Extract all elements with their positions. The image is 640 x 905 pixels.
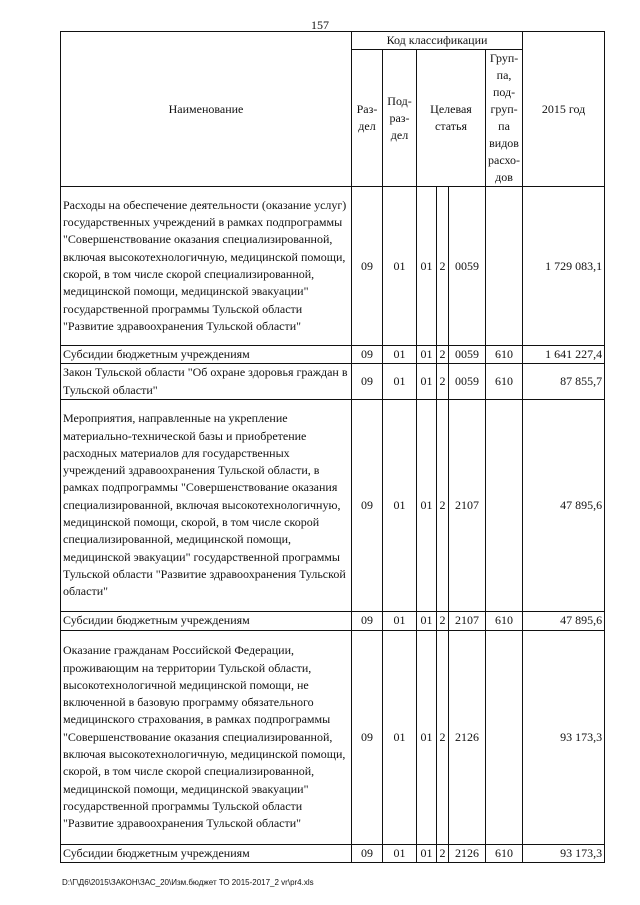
row-podrazdel: 01 xyxy=(383,611,417,630)
row-target-1: 01 xyxy=(417,364,437,400)
file-path-footer: D:\Г\Д6\2015\ЗАКОН\ЗАС_20\Изм.бюджет ТО 2015-2017_2 vr\pr4.xls xyxy=(62,878,314,887)
row-target-2: 2 xyxy=(437,187,449,346)
table-row xyxy=(61,346,605,364)
row-name: Мероприятия, направленные на укрепление материально-технической базы и приобретение расходных материалов для государственных учреждений здравоохранения Тульской области, в рамках подпрограммы "Совершенствование оказания специализированной, включая высокотехнологичную, медицинской помощи, скорой, в том числе скорой специализированной, медицинской помощи, медицинской эвакуации" государственной программы Тульской области "Развитие здравоохранения Тульской области" xyxy=(61,399,352,611)
row-expense-type xyxy=(486,399,523,611)
row-razdel: 09 xyxy=(352,187,383,346)
row-target-3: 0059 xyxy=(449,346,486,364)
row-name: Оказание гражданам Российской Федерации, проживающим на территории Тульской области, высокотехнологичной медицинской помощи, не включенной в базовую программу обязательного медицинского страхования, в рамках подпрограммы "Совершенствование оказания специализированной, включая высокотехнологичную, медицинской помощи, скорой, в том числе скорой специализированной, медицинской помощи, медицинской эвакуации" государственной программы Тульской области "Развитие здравоохранения Тульской области" xyxy=(61,630,352,844)
row-name: Субсидии бюджетным учреждениям xyxy=(61,611,352,630)
row-target-3: 0059 xyxy=(449,364,486,400)
row-target-1: 01 xyxy=(417,399,437,611)
row-podrazdel: 01 xyxy=(383,187,417,346)
table-row xyxy=(61,364,605,400)
row-expense-type xyxy=(486,630,523,844)
header-year: 2015 год xyxy=(523,32,605,187)
row-amount: 1 641 227,4 xyxy=(523,346,605,364)
row-podrazdel: 01 xyxy=(383,399,417,611)
row-expense-type: 610 xyxy=(486,364,523,400)
row-amount: 47 895,6 xyxy=(523,399,605,611)
row-expense-type xyxy=(486,187,523,346)
table-row xyxy=(61,187,605,346)
row-razdel: 09 xyxy=(352,630,383,844)
row-podrazdel: 01 xyxy=(383,346,417,364)
row-target-2: 2 xyxy=(437,346,449,364)
row-name: Субсидии бюджетным учреждениям xyxy=(61,346,352,364)
row-target-1: 01 xyxy=(417,844,437,862)
table-row xyxy=(61,630,605,844)
row-expense-type: 610 xyxy=(486,611,523,630)
row-razdel: 09 xyxy=(352,346,383,364)
table-row xyxy=(61,611,605,630)
row-amount: 93 173,3 xyxy=(523,630,605,844)
row-name: Расходы на обеспечение деятельности (оказание услуг) государственных учреждений в рамках подпрограммы "Совершенствование оказания специализированной, включая высокотехнологичную, медицинской помощи, скорой, в том числе скорой специализированной, медицинской помощи, медицинской эвакуации" государственной программы Тульской области "Развитие здравоохранения Тульской области" xyxy=(61,187,352,346)
row-amount: 47 895,6 xyxy=(523,611,605,630)
header-celevaya: Целевая статья xyxy=(417,50,486,187)
row-target-3: 2107 xyxy=(449,611,486,630)
row-amount: 1 729 083,1 xyxy=(523,187,605,346)
row-target-3: 2107 xyxy=(449,399,486,611)
row-podrazdel: 01 xyxy=(383,630,417,844)
header-razdel: Раз- дел xyxy=(352,50,383,187)
row-target-3: 2126 xyxy=(449,844,486,862)
row-expense-type: 610 xyxy=(486,346,523,364)
table-row xyxy=(61,844,605,862)
table-row xyxy=(61,399,605,611)
row-target-2: 2 xyxy=(437,611,449,630)
row-target-3: 0059 xyxy=(449,187,486,346)
header-gruppa: Груп- па, под- груп- па видов расхо- дов xyxy=(486,50,523,187)
row-razdel: 09 xyxy=(352,399,383,611)
row-target-2: 2 xyxy=(437,399,449,611)
row-target-2: 2 xyxy=(437,630,449,844)
row-razdel: 09 xyxy=(352,611,383,630)
header-podrazdel: Под- раз- дел xyxy=(383,50,417,187)
row-razdel: 09 xyxy=(352,844,383,862)
page-number: 157 xyxy=(311,18,329,32)
row-name: Закон Тульской области "Об охране здоровья граждан в Тульской области" xyxy=(61,364,352,400)
row-razdel: 09 xyxy=(352,364,383,400)
header-classification: Код классификации xyxy=(352,32,523,50)
row-name: Субсидии бюджетным учреждениям xyxy=(61,844,352,862)
budget-table xyxy=(60,31,605,863)
row-target-2: 2 xyxy=(437,364,449,400)
header-name: Наименование xyxy=(61,32,352,187)
row-target-1: 01 xyxy=(417,611,437,630)
row-target-3: 2126 xyxy=(449,630,486,844)
row-podrazdel: 01 xyxy=(383,844,417,862)
row-target-1: 01 xyxy=(417,346,437,364)
row-target-1: 01 xyxy=(417,187,437,346)
row-amount: 87 855,7 xyxy=(523,364,605,400)
row-amount: 93 173,3 xyxy=(523,844,605,862)
row-expense-type: 610 xyxy=(486,844,523,862)
row-podrazdel: 01 xyxy=(383,364,417,400)
row-target-1: 01 xyxy=(417,630,437,844)
row-target-2: 2 xyxy=(437,844,449,862)
